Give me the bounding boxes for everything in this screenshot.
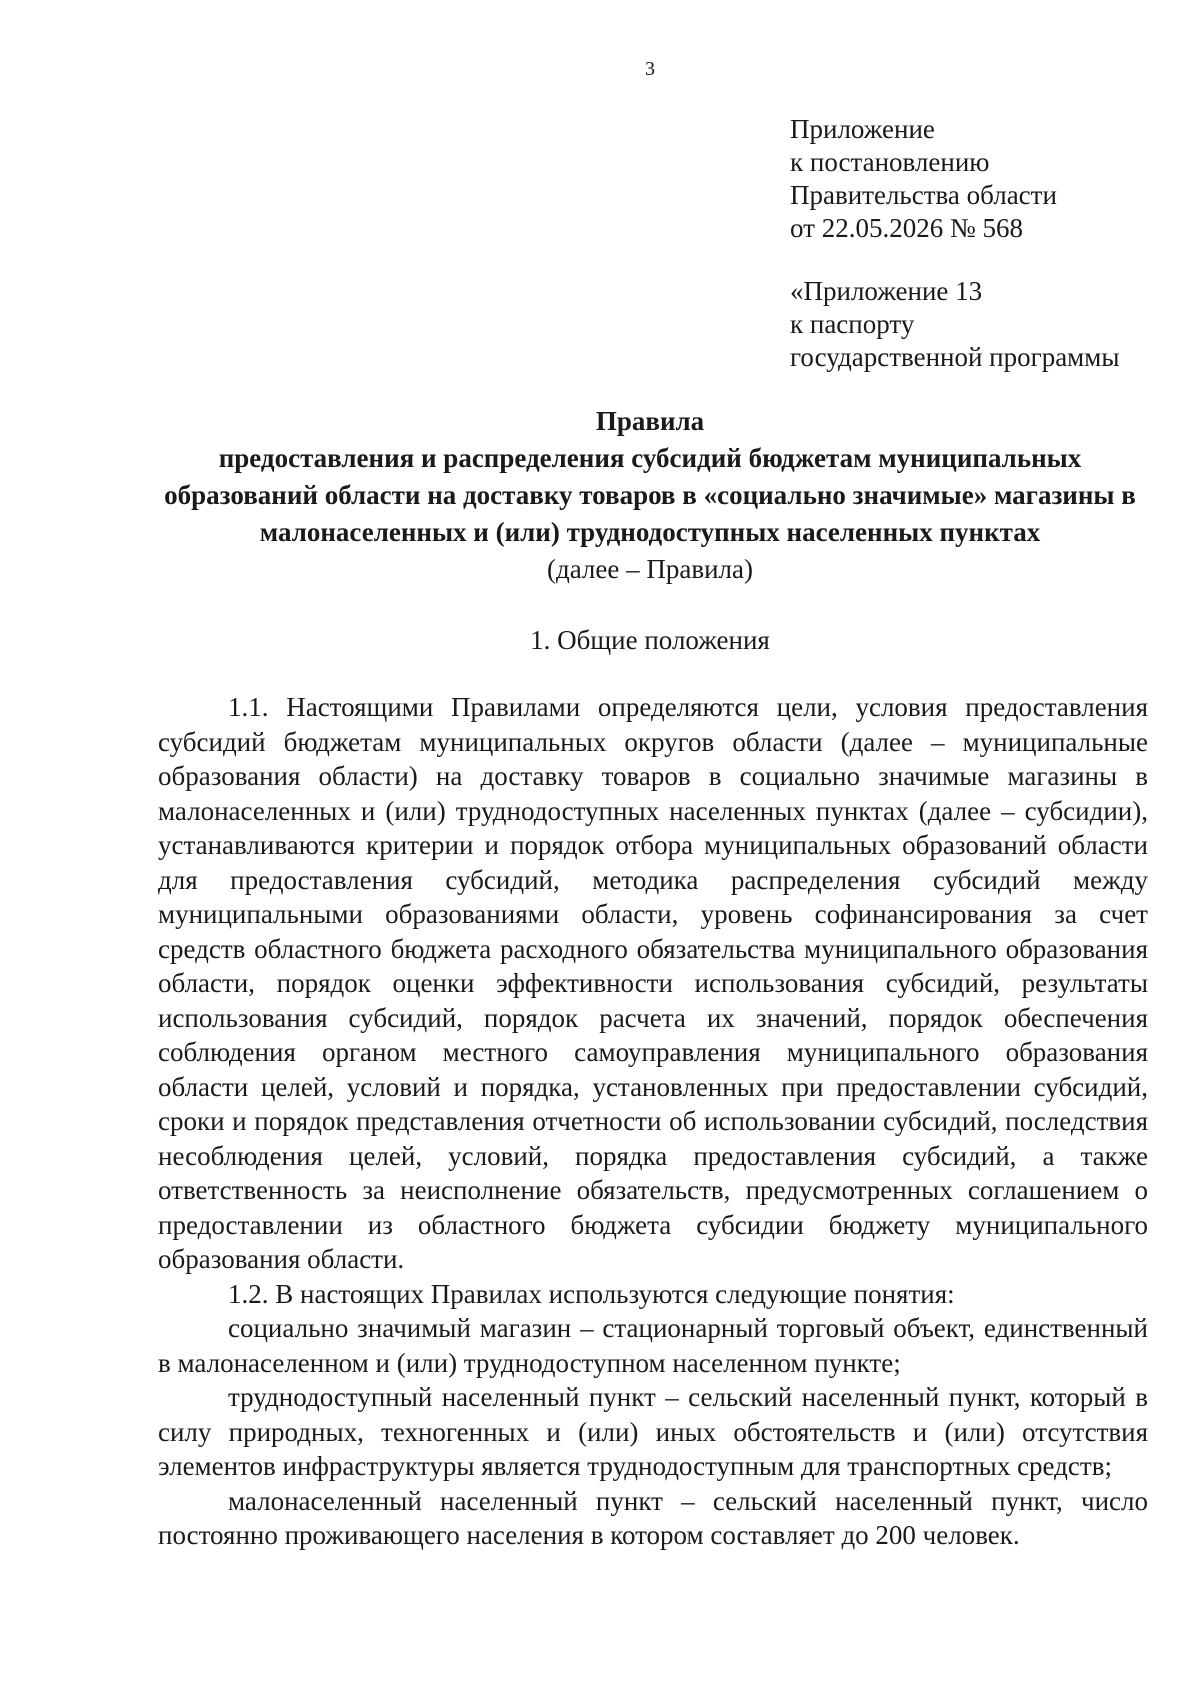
appendix-original-line: к паспорту	[790, 309, 915, 339]
document-title: Правила	[595, 406, 705, 436]
section-heading: 1. Общие положения	[530, 625, 770, 655]
appendix-current-line: Правительства области	[790, 180, 1057, 210]
document-title-block	[150, 403, 1150, 588]
appendix-original-block	[790, 275, 1120, 374]
appendix-original-line: государственной программы	[790, 342, 1120, 372]
appendix-current-line: к постановлению	[790, 147, 990, 177]
appendix-current-block	[790, 113, 1057, 245]
appendix-current-line: от 22.05.2026 № 568	[790, 213, 1023, 243]
paragraph: 1.1. Настоящими Правилами определяются цели, условия предоставления субсидий бюджетам муниципальных округов области (далее – муниципальные образования области) на доставку товаров в социально значимые магазины в малонаселенных и (или) труднодоступных населенных пунктах (далее – субсидии), устанавливаются критерии и порядок отбора муниципальных образований области для предоставления субсидий, методика распределения субсидий между муниципальными образованиями области, уровень софинансирования за счет средств областного бюджета расходного обязательства муниципального образования области, порядок оценки эффективности использования субсидий, результаты использования субсидий, порядок расчета их значений, порядок обеспечения соблюдения органом местного самоуправления муниципального образования области целей, условий и порядка, установленных при предоставлении субсидий, сроки и порядок представления отчетности об использовании субсидий, последствия несоблюдения целей, условий, порядка предоставления субсидий, а также ответственность за неисполнение обязательств, предусмотренных соглашением о предоставлении из областного бюджета субсидии бюджету муниципального образования области.	[158, 692, 1148, 1274]
paragraph: малонаселенный населенный пункт – сельский населенный пункт, число постоянно проживающего населения в котором составляет до 200 человек.	[158, 1485, 1148, 1550]
paragraph: труднодоступный населенный пункт – сельский населенный пункт, который в силу природных, техногенных и (или) иных обстоятельств и (или) отсутствия элементов инфраструктуры является труднодоступным для транспортных средств;	[158, 1382, 1148, 1481]
body-text	[158, 690, 1148, 1553]
appendix-current-line: Приложение	[790, 114, 935, 144]
page-number: 3	[645, 58, 655, 80]
document-subtitle: предоставления и распределения субсидий бюджетам муниципальных образований области на доставку товаров в «социально значимые» магазины в малонаселенных и (или) труднодоступных населенных пунктах	[164, 443, 1136, 547]
paragraph: 1.2. В настоящих Правилах используются следующие понятия:	[228, 1278, 955, 1309]
appendix-original-line: «Приложение 13	[790, 276, 983, 306]
document-title-note: (далее – Правила)	[546, 554, 754, 584]
paragraph: социально значимый магазин – стационарный торговый объект, единственный в малонаселенном и (или) труднодоступном населенном пункте;	[158, 1313, 1148, 1378]
